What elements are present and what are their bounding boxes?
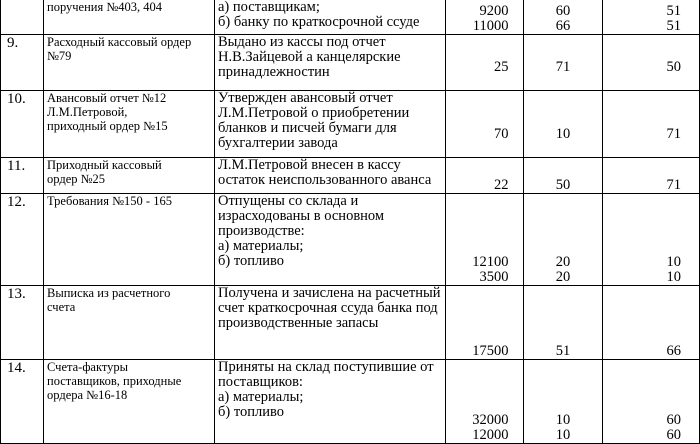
description-line: счет краткосрочная ссуда банка под <box>218 300 438 316</box>
document-line: Л.М.Петровой, <box>47 105 128 119</box>
credit-value: 50 <box>666 59 681 75</box>
document-line: ордера №16-18 <box>47 388 128 402</box>
credit-value: 71 <box>666 126 681 142</box>
document-line: Выписка из расчетного <box>47 286 171 300</box>
description-line: поставщиков: <box>218 374 303 390</box>
credit-value: 60 <box>666 412 681 428</box>
description-line: Выдано из кассы под отчет <box>218 34 386 50</box>
row-amount <box>446 158 524 194</box>
document-line: ордер №25 <box>47 172 106 186</box>
row-description <box>215 35 446 91</box>
row-description <box>215 0 446 35</box>
row-credit <box>603 91 700 158</box>
row-document <box>44 35 215 91</box>
description-line: принадлежностин <box>218 64 330 80</box>
row-debit <box>524 158 603 194</box>
description-line: остаток неиспользованного аванса <box>218 172 432 188</box>
row-document <box>44 158 215 194</box>
amount-value: 32000 <box>472 412 509 428</box>
description-line: производственные запасы <box>218 315 379 331</box>
row-amount <box>446 286 524 360</box>
description-line: Приняты на склад поступившие от <box>218 359 434 375</box>
row-credit <box>603 286 700 360</box>
row-amount <box>446 0 524 35</box>
debit-value: 10 <box>555 427 571 443</box>
journal-body <box>1 0 700 444</box>
document-line: поручения №403, 404 <box>47 0 163 14</box>
row-credit <box>603 0 700 35</box>
amount-value: 25 <box>494 59 509 75</box>
row-description <box>215 91 446 158</box>
description-line: израсходованы в основном <box>218 208 385 224</box>
debit-value: 71 <box>555 59 571 75</box>
description-line: б) банку по краткосрочной ссуде <box>218 14 420 30</box>
description-line: б) топливо <box>218 253 284 269</box>
description-line: бухгалтерии завода <box>218 135 338 151</box>
row-description <box>215 194 446 286</box>
row-debit <box>524 35 603 91</box>
row-document <box>44 194 215 286</box>
row-credit <box>603 35 700 91</box>
row-credit <box>603 360 700 444</box>
description-line: Получена и зачислена на расчетный <box>218 285 441 301</box>
credit-value: 10 <box>666 269 681 285</box>
row-debit <box>524 360 603 444</box>
row-document <box>44 0 215 35</box>
row-description <box>215 360 446 444</box>
description-line: Отпущены со склада и <box>218 193 359 209</box>
row-debit <box>524 0 603 35</box>
document-line: №79 <box>47 49 72 63</box>
credit-value: 51 <box>666 18 681 34</box>
debit-value: 20 <box>555 254 571 270</box>
description-line: а) поставщикам; <box>218 0 320 15</box>
description-line: а) материалы; <box>218 238 304 254</box>
document-line: счета <box>47 300 76 314</box>
amount-value: 3500 <box>479 269 509 285</box>
credit-value: 71 <box>666 177 681 193</box>
debit-value: 66 <box>555 18 571 34</box>
row-number: 11. <box>1 158 44 194</box>
credit-value: 10 <box>666 254 681 270</box>
description-line: Н.В.Зайцевой а канцелярские <box>218 49 401 65</box>
document-line: Требования №150 - 165 <box>47 194 172 208</box>
row-debit <box>524 194 603 286</box>
row-description <box>215 158 446 194</box>
debit-value: 51 <box>555 343 571 359</box>
row-debit <box>524 91 603 158</box>
credit-value: 60 <box>666 427 681 443</box>
document-line: приходный ордер №15 <box>47 119 168 133</box>
document-line: Счета-фактуры <box>47 360 129 374</box>
description-line: Л.М.Петровой внесен в кассу <box>218 157 401 173</box>
table-row <box>1 194 700 286</box>
description-line: Л.М.Петровой о приобретении <box>218 105 410 121</box>
row-amount <box>446 360 524 444</box>
table-row <box>1 158 700 194</box>
debit-value: 50 <box>555 177 571 193</box>
credit-value: 66 <box>666 343 681 359</box>
amount-value: 11000 <box>472 18 509 34</box>
table-row <box>1 360 700 444</box>
row-number: 10. <box>1 91 44 158</box>
debit-value: 10 <box>555 412 571 428</box>
table-row <box>1 0 700 35</box>
row-credit <box>603 158 700 194</box>
description-line: бланков и писчей бумаги для <box>218 120 397 136</box>
description-line: производстве: <box>218 223 305 239</box>
row-credit <box>603 194 700 286</box>
row-document <box>44 286 215 360</box>
amount-value: 22 <box>494 177 509 193</box>
document-line: Авансовый отчет №12 <box>47 91 167 105</box>
document-line: поставщиков, приходные <box>47 374 182 388</box>
amount-value: 12000 <box>472 427 509 443</box>
description-line: Утвержден авансовый отчет <box>218 90 393 106</box>
document-line: Расходный кассовый ордер <box>47 35 192 49</box>
table-row <box>1 91 700 158</box>
description-line: а) материалы; <box>218 389 304 405</box>
row-number: 14. <box>1 360 44 444</box>
row-description <box>215 286 446 360</box>
credit-value: 51 <box>666 3 681 19</box>
debit-value: 20 <box>555 269 571 285</box>
debit-value: 60 <box>555 3 571 19</box>
table-row <box>1 35 700 91</box>
row-number: 9. <box>1 35 44 91</box>
row-document <box>44 360 215 444</box>
amount-value: 9200 <box>479 3 509 19</box>
row-document <box>44 91 215 158</box>
row-number: 13. <box>1 286 44 360</box>
document-line: Приходный кассовый <box>47 158 162 172</box>
row-amount <box>446 35 524 91</box>
row-number <box>1 0 44 35</box>
row-amount <box>446 91 524 158</box>
description-line: б) топливо <box>218 404 284 420</box>
row-amount <box>446 194 524 286</box>
amount-value: 12100 <box>472 254 509 270</box>
amount-value: 17500 <box>472 343 509 359</box>
row-debit <box>524 286 603 360</box>
debit-value: 10 <box>555 126 571 142</box>
row-number: 12. <box>1 194 44 286</box>
table-row <box>1 286 700 360</box>
amount-value: 70 <box>494 126 509 142</box>
